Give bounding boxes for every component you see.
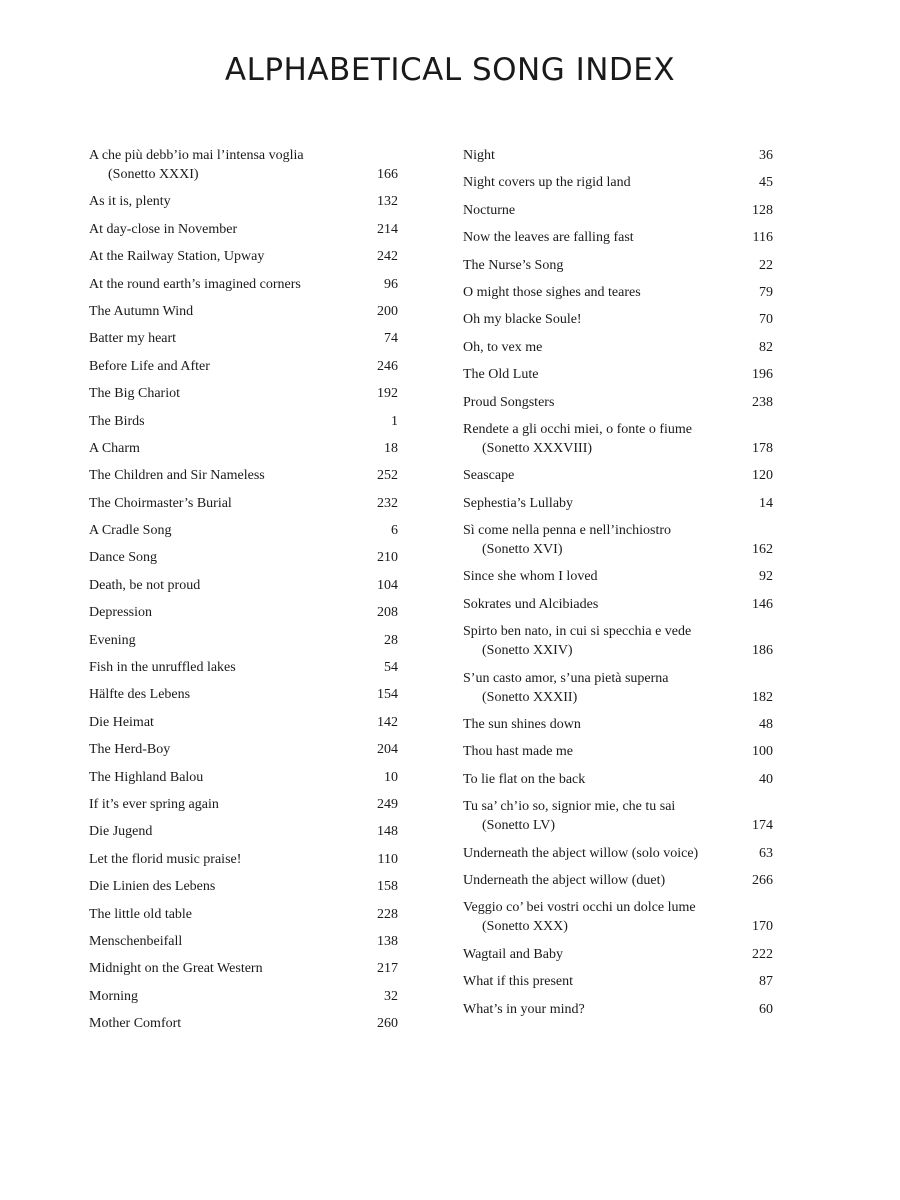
index-entry — [463, 622, 773, 660]
page-number: 116 — [752, 230, 773, 246]
index-entry — [89, 146, 398, 184]
index-entry — [89, 247, 398, 266]
song-title: The sun shines down — [463, 717, 581, 733]
index-entry — [89, 576, 398, 595]
index-entry — [89, 905, 398, 924]
index-entry — [463, 283, 773, 302]
page-number: 174 — [752, 818, 773, 834]
song-title: If it’s ever spring again — [89, 796, 219, 812]
index-entry — [89, 685, 398, 704]
page-number: 110 — [377, 851, 398, 867]
page-number: 246 — [377, 358, 398, 374]
page-title: ALPHABETICAL SONG INDEX — [224, 52, 676, 88]
song-title: The Old Lute — [463, 367, 539, 383]
page-number: 148 — [377, 824, 398, 840]
index-entry — [89, 494, 398, 513]
index-entry — [463, 338, 773, 357]
page-number: 196 — [752, 367, 773, 383]
page-number: 214 — [377, 221, 398, 237]
index-entry — [89, 822, 398, 841]
song-title: O might those sighes and teares — [463, 284, 641, 300]
page-number: 204 — [377, 742, 398, 758]
song-title: Sephestia’s Lullaby — [463, 495, 574, 511]
index-entry — [463, 256, 773, 275]
page-number: 54 — [384, 660, 398, 676]
page-number: 60 — [759, 1001, 773, 1017]
song-title: The little old table — [89, 906, 193, 922]
page-number: 232 — [377, 495, 398, 511]
song-title: As it is, plenty — [89, 194, 171, 210]
song-title: Evening — [89, 632, 136, 648]
song-title: Dance Song — [89, 550, 158, 566]
page-number: 192 — [377, 386, 398, 402]
page-number: 128 — [752, 202, 773, 218]
song-subtitle: (Sonetto XVI) — [482, 542, 563, 558]
page-number: 40 — [759, 771, 773, 787]
page-number: 166 — [377, 167, 398, 182]
index-entry — [89, 275, 398, 294]
page-number: 100 — [752, 744, 773, 760]
index-entry — [463, 365, 773, 384]
index-entry — [89, 658, 398, 677]
song-title: Proud Songsters — [463, 394, 555, 410]
index-entry — [89, 220, 398, 239]
index-column-left — [89, 146, 398, 1042]
song-title: Underneath the abject willow (duet) — [463, 872, 666, 888]
song-title: Oh, to vex me — [463, 339, 543, 355]
song-title: Mother Comfort — [89, 1016, 182, 1032]
index-entry — [463, 871, 773, 890]
song-title: At the round earth’s imagined corners — [89, 276, 301, 292]
song-title: Nocturne — [463, 202, 516, 218]
page-number: 70 — [759, 312, 773, 328]
song-subtitle: (Sonetto XXXII) — [482, 689, 578, 705]
page-number: 249 — [377, 796, 398, 812]
page-number: 238 — [752, 394, 773, 410]
song-title: Menschenbeifall — [89, 933, 183, 949]
index-entry — [89, 740, 398, 759]
index-entry — [463, 742, 773, 761]
index-entry — [463, 466, 773, 485]
page-number: 28 — [384, 632, 398, 648]
song-title: Hälfte des Lebens — [89, 687, 191, 703]
song-title: A Charm — [89, 440, 140, 456]
page-number: 36 — [759, 148, 773, 163]
song-title: The Highland Balou — [89, 769, 204, 785]
index-entry — [463, 521, 773, 559]
song-title: Morning — [89, 988, 138, 1004]
index-entry — [89, 192, 398, 211]
page-number: 260 — [377, 1016, 398, 1032]
song-title: Fish in the unruffled lakes — [89, 660, 236, 676]
page-number: 6 — [391, 523, 398, 539]
index-entry — [89, 877, 398, 896]
song-title: Let the florid music praise! — [89, 851, 242, 867]
song-title: Oh my blacke Soule! — [463, 312, 582, 328]
page-number: 1 — [391, 413, 398, 429]
page-number: 154 — [377, 687, 398, 703]
song-title: Sokrates und Alcibiades — [463, 596, 599, 612]
page-number: 222 — [752, 946, 773, 962]
page-number: 32 — [384, 988, 398, 1004]
song-title: Seascape — [463, 468, 515, 484]
song-subtitle: (Sonetto XXXVIII) — [482, 440, 593, 456]
song-title: Tu sa’ ch’io so, signior mie, che tu sai — [463, 799, 676, 815]
song-title: The Big Chariot — [89, 386, 180, 402]
page-number: 138 — [377, 933, 398, 949]
index-entry — [89, 768, 398, 787]
page-number: 104 — [377, 577, 398, 593]
song-title: Die Jugend — [89, 824, 153, 840]
song-title: Spirto ben nato, in cui si specchia e vede — [463, 624, 692, 640]
page-number: 242 — [377, 249, 398, 265]
song-title: Thou hast made me — [463, 744, 574, 760]
song-title: Since she whom I loved — [463, 569, 598, 585]
page-number: 217 — [377, 961, 398, 977]
page-number: 74 — [384, 331, 398, 347]
index-entry — [89, 1014, 398, 1033]
page-number: 142 — [377, 714, 398, 730]
index-entry — [89, 302, 398, 321]
index-entry — [89, 603, 398, 622]
page-number: 132 — [377, 194, 398, 210]
song-title: To lie flat on the back — [463, 771, 586, 787]
song-title: The Nurse’s Song — [463, 257, 564, 273]
index-entry — [89, 631, 398, 650]
page-number: 120 — [752, 468, 773, 484]
page-number: 170 — [752, 919, 773, 935]
page-number: 48 — [759, 717, 773, 733]
page-number: 96 — [384, 276, 398, 292]
song-title: What’s in your mind? — [463, 1001, 585, 1017]
index-entry — [89, 521, 398, 540]
index-entry — [463, 1000, 773, 1019]
index-entry — [463, 393, 773, 412]
index-entry — [89, 412, 398, 431]
page-number: 252 — [377, 468, 398, 484]
index-entry — [463, 146, 773, 165]
song-title: Batter my heart — [89, 331, 177, 347]
page-number: 210 — [377, 550, 398, 566]
song-title: The Choirmaster’s Burial — [89, 495, 232, 511]
song-title: The Birds — [89, 413, 145, 429]
index-entry — [463, 715, 773, 734]
index-entry — [89, 548, 398, 567]
index-entry — [89, 959, 398, 978]
song-title: What if this present — [463, 974, 574, 990]
page-number: 18 — [384, 440, 398, 456]
index-entry — [463, 201, 773, 220]
song-title: S’un casto amor, s’una pietà superna — [463, 670, 669, 686]
song-title: The Herd-Boy — [89, 742, 171, 758]
song-title: Die Linien des Lebens — [89, 879, 216, 895]
song-title: Die Heimat — [89, 714, 154, 730]
page-number: 186 — [752, 643, 773, 659]
song-title: Before Life and After — [89, 358, 210, 374]
song-title: At day-close in November — [89, 221, 238, 237]
index-column-right — [463, 146, 773, 1027]
song-subtitle: (Sonetto XXIV) — [482, 643, 573, 659]
index-entry — [89, 384, 398, 403]
page-number: 82 — [759, 339, 773, 355]
index-entry — [463, 770, 773, 789]
index-entry — [89, 932, 398, 951]
index-entry — [463, 972, 773, 991]
page-number: 63 — [759, 845, 773, 861]
song-title: Rendete a gli occhi miei, o fonte o fiume — [463, 421, 692, 437]
index-entry — [463, 494, 773, 513]
page-number: 162 — [752, 542, 773, 558]
index-entry — [463, 173, 773, 192]
song-subtitle: (Sonetto XXXI) — [108, 167, 199, 182]
page-number: 200 — [377, 303, 398, 319]
page-number: 14 — [759, 495, 773, 511]
song-title: Now the leaves are falling fast — [463, 230, 634, 246]
song-title: Depression — [89, 605, 152, 621]
index-entry — [463, 567, 773, 586]
page-number: 208 — [377, 605, 398, 621]
song-title: Sì come nella penna e nell’inchiostro — [463, 523, 671, 539]
page-number: 182 — [752, 689, 773, 705]
index-entry — [463, 669, 773, 707]
song-title: Veggio co’ bei vostri occhi un dolce lume — [463, 900, 696, 916]
song-title: Wagtail and Baby — [463, 946, 563, 962]
index-entry — [463, 228, 773, 247]
index-entry — [89, 795, 398, 814]
index-entry — [463, 595, 773, 614]
song-title: Death, be not proud — [89, 577, 201, 593]
song-title: Midnight on the Great Western — [89, 961, 263, 977]
page-number: 158 — [377, 879, 398, 895]
index-entry — [89, 466, 398, 485]
index-entry — [463, 310, 773, 329]
index-entry — [463, 797, 773, 835]
page-number: 45 — [759, 175, 773, 191]
page-number: 178 — [752, 440, 773, 456]
index-entry — [463, 420, 773, 458]
page-number: 22 — [759, 257, 773, 273]
page-number: 228 — [377, 906, 398, 922]
page-number: 92 — [759, 569, 773, 585]
index-entry — [89, 713, 398, 732]
page-number: 146 — [752, 596, 773, 612]
song-title: A che più debb’io mai l’intensa voglia — [89, 148, 304, 163]
index-entry — [89, 439, 398, 458]
song-title: Night covers up the rigid land — [463, 175, 631, 191]
index-entry — [89, 850, 398, 869]
page-number: 266 — [752, 872, 773, 888]
song-title: The Autumn Wind — [89, 303, 194, 319]
song-title: The Children and Sir Nameless — [89, 468, 265, 484]
index-entry — [89, 357, 398, 376]
song-title: Underneath the abject willow (solo voice) — [463, 845, 699, 861]
index-entry — [89, 987, 398, 1006]
index-entry — [89, 329, 398, 348]
page-number: 10 — [384, 769, 398, 785]
song-title: At the Railway Station, Upway — [89, 249, 265, 265]
index-entry — [463, 844, 773, 863]
page-number: 79 — [759, 284, 773, 300]
index-entry — [463, 945, 773, 964]
page-number: 87 — [759, 974, 773, 990]
index-entry — [463, 898, 773, 936]
song-title: Night — [463, 148, 495, 163]
song-title: A Cradle Song — [89, 523, 172, 539]
song-subtitle: (Sonetto XXX) — [482, 919, 568, 935]
song-subtitle: (Sonetto LV) — [482, 818, 555, 834]
